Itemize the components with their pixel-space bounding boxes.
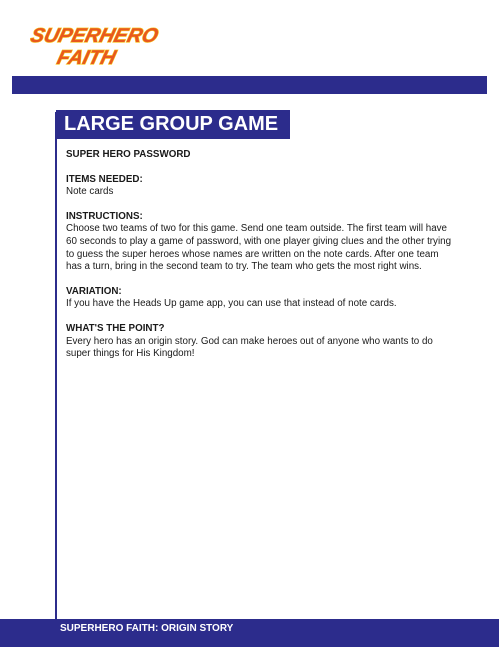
section-title: LARGE GROUP GAME bbox=[56, 110, 290, 139]
superhero-faith-logo bbox=[22, 16, 161, 72]
footer-text: SUPERHERO FAITH: ORIGIN STORY bbox=[60, 623, 234, 634]
header-band bbox=[12, 76, 487, 94]
logo-line-1: SUPERHERO bbox=[28, 25, 161, 47]
variation-text: If you have the Heads Up game app, you can use that instead of note cards. bbox=[66, 298, 397, 310]
point-heading: WHAT'S THE POINT? bbox=[66, 322, 165, 334]
instructions-text: Choose two teams of two for this game. Send one team outside. The first team will have 60 seconds to play a game of password, with one player giving clues and the other trying to guess the super heroes whose names are written on the note cards. After one team has a turn, bring in the second team to try. The team who gets the most right wins. bbox=[66, 223, 452, 273]
game-name-block bbox=[66, 149, 456, 162]
instructions-block bbox=[66, 211, 456, 274]
logo-line-2: FAITH bbox=[54, 47, 118, 69]
game-name: SUPER HERO PASSWORD bbox=[66, 149, 191, 160]
items-block bbox=[66, 174, 456, 199]
point-text: Every hero has an origin story. God can make heroes out of anyone who wants to do super things for His Kingdom! bbox=[66, 335, 433, 360]
instructions-heading: INSTRUCTIONS: bbox=[66, 210, 143, 222]
items-heading: ITEMS NEEDED: bbox=[66, 173, 143, 185]
left-rule bbox=[55, 112, 57, 620]
footer-band bbox=[0, 619, 499, 647]
point-block bbox=[66, 323, 456, 361]
items-text: Note cards bbox=[66, 186, 114, 198]
variation-heading: VARIATION: bbox=[66, 285, 122, 297]
game-content bbox=[66, 149, 456, 373]
variation-block bbox=[66, 286, 456, 311]
